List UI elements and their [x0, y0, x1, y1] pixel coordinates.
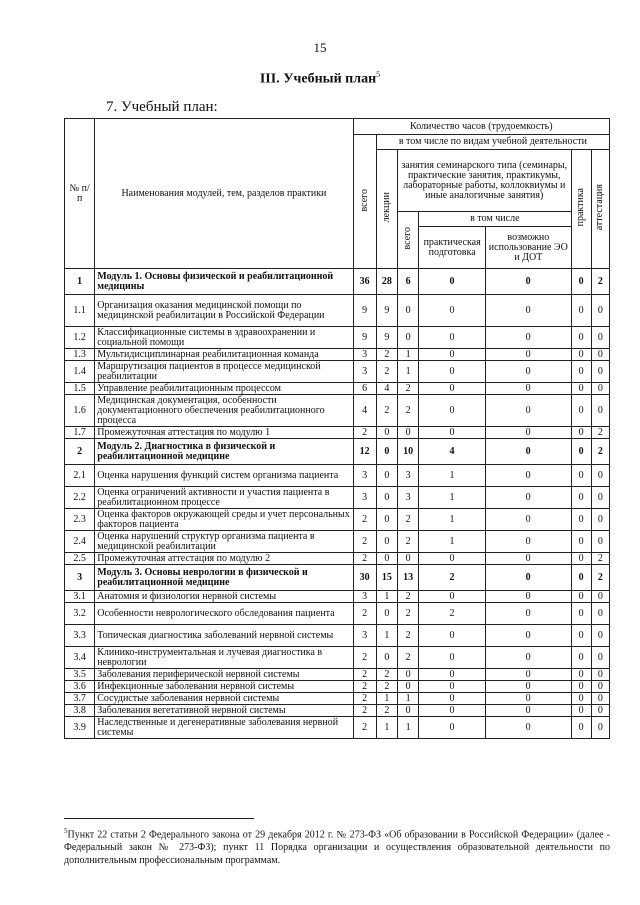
- cell-num: 3.4: [65, 647, 95, 669]
- cell-sem: 2: [397, 603, 418, 625]
- cell-sem: 1: [397, 693, 418, 705]
- cell-pp: 1: [419, 509, 486, 531]
- cell-pr: 0: [571, 693, 591, 705]
- cell-name: Сосудистые заболевания нервной системы: [95, 693, 353, 705]
- cell-pr: 0: [571, 717, 591, 739]
- cell-name: Модуль 1. Основы физической и реабилитационной медицины: [95, 269, 353, 295]
- cell-num: 3.2: [65, 603, 95, 625]
- module-row: [65, 439, 610, 465]
- cell-eo: 0: [485, 487, 571, 509]
- cell-pp: 0: [419, 269, 486, 295]
- cell-eo: 0: [485, 361, 571, 383]
- header-attestation-cell: [591, 150, 609, 269]
- cell-name: Управление реабилитационным процессом: [95, 383, 353, 395]
- cell-att: 0: [591, 591, 609, 603]
- cell-all: 36: [353, 269, 376, 295]
- cell-name: Клинико-инструментальная и лучевая диагностика в неврологии: [95, 647, 353, 669]
- cell-all: 2: [353, 705, 376, 717]
- cell-pp: 0: [419, 349, 486, 361]
- cell-att: 0: [591, 509, 609, 531]
- cell-all: 12: [353, 439, 376, 465]
- cell-att: 0: [591, 625, 609, 647]
- cell-lec: 0: [376, 531, 397, 553]
- cell-eo: 0: [485, 465, 571, 487]
- cell-sem: 2: [397, 395, 418, 427]
- header-practical-training: практическая подготовка: [419, 227, 486, 268]
- table-row: [65, 395, 610, 427]
- cell-name: Наследственные и дегенеративные заболевания нервной системы: [95, 717, 353, 739]
- cell-lec: 0: [376, 427, 397, 439]
- cell-sem: 0: [397, 681, 418, 693]
- cell-eo: 0: [485, 625, 571, 647]
- cell-pp: 1: [419, 487, 486, 509]
- cell-sem: 1: [397, 349, 418, 361]
- cell-pr: 0: [571, 647, 591, 669]
- cell-pr: 0: [571, 361, 591, 383]
- cell-lec: 0: [376, 647, 397, 669]
- footnote-text: Пункт 22 статьи 2 Федерального закона от 29 декабря 2012 г. № 273-ФЗ «Об образовании в Российской Федерации» (далее - Федеральный закон № 273-ФЗ); пункт 11 Порядка организации и осуществления образовательной деятельности по дополнительным профессиональным программам.: [64, 829, 610, 867]
- cell-pp: 0: [419, 427, 486, 439]
- cell-num: 1: [65, 269, 95, 295]
- cell-lec: 2: [376, 361, 397, 383]
- cell-sem: 0: [397, 327, 418, 349]
- cell-pp: 0: [419, 717, 486, 739]
- cell-att: 0: [591, 465, 609, 487]
- cell-pp: 0: [419, 327, 486, 349]
- cell-eo: 0: [485, 693, 571, 705]
- cell-name: Организация оказания медицинской помощи по медицинской реабилитации в Российской Федерации: [95, 295, 353, 327]
- cell-sem: 2: [397, 383, 418, 395]
- cell-num: 1.6: [65, 395, 95, 427]
- cell-att: 2: [591, 427, 609, 439]
- table-row: [65, 349, 610, 361]
- cell-all: 2: [353, 509, 376, 531]
- cell-pp: 0: [419, 681, 486, 693]
- table-header: [65, 119, 610, 269]
- cell-pp: 0: [419, 553, 486, 565]
- cell-lec: 9: [376, 295, 397, 327]
- cell-sem: 2: [397, 531, 418, 553]
- header-all-cell: [353, 135, 376, 269]
- cell-lec: 0: [376, 487, 397, 509]
- cell-eo: 0: [485, 295, 571, 327]
- cell-att: 0: [591, 327, 609, 349]
- cell-num: 2.3: [65, 509, 95, 531]
- cell-att: 0: [591, 531, 609, 553]
- cell-all: 2: [353, 681, 376, 693]
- table-row: [65, 591, 610, 603]
- cell-num: 2.2: [65, 487, 95, 509]
- cell-eo: 0: [485, 565, 571, 591]
- cell-eo: 0: [485, 531, 571, 553]
- cell-eo: 0: [485, 553, 571, 565]
- cell-pr: 0: [571, 395, 591, 427]
- header-sem-all-cell: [397, 212, 418, 269]
- cell-pr: 0: [571, 553, 591, 565]
- cell-name: Оценка нарушения функций систем организма пациента: [95, 465, 353, 487]
- cell-lec: 1: [376, 625, 397, 647]
- cell-pr: 0: [571, 427, 591, 439]
- table-row: [65, 693, 610, 705]
- cell-lec: 0: [376, 439, 397, 465]
- header-lectures: лекции: [380, 192, 392, 223]
- cell-eo: 0: [485, 349, 571, 361]
- cell-name: Особенности неврологического обследования пациента: [95, 603, 353, 625]
- cell-sem: 0: [397, 295, 418, 327]
- table-body: [65, 269, 610, 739]
- cell-sem: 2: [397, 625, 418, 647]
- cell-name: Оценка факторов окружающей среды и учет персональных факторов пациента: [95, 509, 353, 531]
- cell-att: 2: [591, 439, 609, 465]
- page-number: 15: [313, 40, 327, 55]
- cell-sem: 3: [397, 465, 418, 487]
- cell-all: 2: [353, 669, 376, 681]
- cell-pr: 0: [571, 705, 591, 717]
- cell-pp: 0: [419, 647, 486, 669]
- cell-pr: 0: [571, 349, 591, 361]
- cell-pr: 0: [571, 439, 591, 465]
- cell-sem: 2: [397, 591, 418, 603]
- cell-num: 3.6: [65, 681, 95, 693]
- cell-all: 2: [353, 553, 376, 565]
- cell-pp: 0: [419, 361, 486, 383]
- cell-all: 6: [353, 383, 376, 395]
- table-row: [65, 487, 610, 509]
- cell-sem: 2: [397, 647, 418, 669]
- cell-pp: 1: [419, 531, 486, 553]
- cell-name: Топическая диагностика заболеваний нервной системы: [95, 625, 353, 647]
- header-including-group: [419, 212, 571, 269]
- header-eo-dot: возможно использование ЭО и ДОТ: [488, 231, 568, 263]
- cell-sem: 1: [397, 361, 418, 383]
- cell-pr: 0: [571, 269, 591, 295]
- cell-pr: 0: [571, 591, 591, 603]
- cell-sem: 10: [397, 439, 418, 465]
- table-row: [65, 647, 610, 669]
- table-row: [65, 465, 610, 487]
- cell-eo: 0: [485, 681, 571, 693]
- cell-att: 0: [591, 361, 609, 383]
- header-practice-cell: [571, 150, 591, 269]
- cell-name: Классификационные системы в здравоохранении и социальной помощи: [95, 327, 353, 349]
- cell-pr: 0: [571, 295, 591, 327]
- cell-all: 9: [353, 327, 376, 349]
- cell-lec: 2: [376, 349, 397, 361]
- cell-pp: 0: [419, 591, 486, 603]
- table-row: [65, 553, 610, 565]
- cell-eo: 0: [485, 705, 571, 717]
- cell-lec: 0: [376, 509, 397, 531]
- cell-name: Заболевания периферической нервной системы: [95, 669, 353, 681]
- cell-pp: 0: [419, 383, 486, 395]
- cell-all: 2: [353, 427, 376, 439]
- table-row: [65, 383, 610, 395]
- cell-att: 0: [591, 349, 609, 361]
- cell-name: Мультидисциплинарная реабилитационная команда: [95, 349, 353, 361]
- cell-lec: 2: [376, 705, 397, 717]
- cell-all: 2: [353, 647, 376, 669]
- table-row: [65, 327, 610, 349]
- cell-sem: 2: [397, 509, 418, 531]
- cell-name: Медицинская документация, особенности документационного обеспечения реабилитационного процесса: [95, 395, 353, 427]
- cell-name: Маршрутизация пациентов в процессе медицинской реабилитации: [95, 361, 353, 383]
- cell-att: 0: [591, 681, 609, 693]
- cell-sem: 0: [397, 669, 418, 681]
- cell-sem: 0: [397, 705, 418, 717]
- footnote-divider: [64, 818, 254, 819]
- cell-all: 3: [353, 625, 376, 647]
- cell-name: Модуль 2. Диагностика в физической и реабилитационной медицине: [95, 439, 353, 465]
- cell-all: 9: [353, 295, 376, 327]
- cell-lec: 1: [376, 591, 397, 603]
- cell-att: 0: [591, 395, 609, 427]
- curriculum-table: [64, 118, 610, 739]
- cell-sem: 0: [397, 553, 418, 565]
- cell-all: 3: [353, 465, 376, 487]
- cell-pp: 2: [419, 565, 486, 591]
- cell-pp: 0: [419, 705, 486, 717]
- cell-eo: 0: [485, 395, 571, 427]
- cell-name: Модуль 3. Основы неврологии в физической и реабилитационной медицине: [95, 565, 353, 591]
- cell-lec: 15: [376, 565, 397, 591]
- cell-lec: 2: [376, 395, 397, 427]
- table-row: [65, 427, 610, 439]
- cell-pp: 0: [419, 295, 486, 327]
- cell-num: 1.1: [65, 295, 95, 327]
- cell-att: 0: [591, 705, 609, 717]
- cell-num: 1.4: [65, 361, 95, 383]
- cell-all: 2: [353, 693, 376, 705]
- header-all: всего: [358, 188, 370, 212]
- cell-sem: 13: [397, 565, 418, 591]
- cell-num: 3: [65, 565, 95, 591]
- cell-att: 0: [591, 603, 609, 625]
- cell-name: Оценка нарушений структур организма пациента в медицинской реабилитации: [95, 531, 353, 553]
- header-including-types: в том числе по видам учебной деятельности: [376, 135, 609, 150]
- cell-num: 3.5: [65, 669, 95, 681]
- cell-pr: 0: [571, 465, 591, 487]
- cell-num: 3.7: [65, 693, 95, 705]
- cell-eo: 0: [485, 269, 571, 295]
- cell-eo: 0: [485, 603, 571, 625]
- cell-eo: 0: [485, 327, 571, 349]
- cell-eo: 0: [485, 383, 571, 395]
- cell-all: 3: [353, 487, 376, 509]
- footnote-ref: 5: [376, 70, 381, 79]
- cell-num: 2: [65, 439, 95, 465]
- cell-name: Промежуточная аттестация по модулю 2: [95, 553, 353, 565]
- table-row: [65, 681, 610, 693]
- section-title-text: III. Учебный план: [259, 71, 377, 87]
- cell-num: 2.5: [65, 553, 95, 565]
- cell-att: 0: [591, 717, 609, 739]
- cell-pr: 0: [571, 669, 591, 681]
- cell-pr: 0: [571, 531, 591, 553]
- cell-eo: 0: [485, 427, 571, 439]
- module-row: [65, 269, 610, 295]
- cell-num: 1.2: [65, 327, 95, 349]
- cell-num: 1.7: [65, 427, 95, 439]
- cell-eo: 0: [485, 439, 571, 465]
- cell-lec: 9: [376, 327, 397, 349]
- cell-lec: 1: [376, 693, 397, 705]
- cell-sem: 3: [397, 487, 418, 509]
- cell-num: 1.3: [65, 349, 95, 361]
- cell-lec: 0: [376, 465, 397, 487]
- cell-pr: 0: [571, 327, 591, 349]
- cell-lec: 1: [376, 717, 397, 739]
- table-row: [65, 295, 610, 327]
- table-row: [65, 509, 610, 531]
- cell-att: 0: [591, 647, 609, 669]
- module-row: [65, 565, 610, 591]
- cell-all: 2: [353, 717, 376, 739]
- cell-lec: 0: [376, 553, 397, 565]
- cell-num: 3.1: [65, 591, 95, 603]
- header-attestation: аттестация: [594, 184, 606, 231]
- section-title: [0, 70, 640, 88]
- footnote: [64, 825, 610, 867]
- header-including: в том числе: [419, 212, 570, 227]
- cell-eo: 0: [485, 717, 571, 739]
- cell-num: 3.3: [65, 625, 95, 647]
- cell-all: 2: [353, 531, 376, 553]
- table-row: [65, 531, 610, 553]
- cell-pr: 0: [571, 625, 591, 647]
- table-row: [65, 625, 610, 647]
- cell-pp: 0: [419, 395, 486, 427]
- cell-pp: 0: [419, 625, 486, 647]
- cell-num: 2.1: [65, 465, 95, 487]
- header-total-hours: Количество часов (трудоемкость): [353, 119, 609, 135]
- cell-att: 2: [591, 565, 609, 591]
- cell-eo: 0: [485, 509, 571, 531]
- cell-all: 3: [353, 591, 376, 603]
- cell-pr: 0: [571, 565, 591, 591]
- cell-att: 2: [591, 553, 609, 565]
- cell-name: Оценка ограничений активности и участия пациента в реабилитационном процессе: [95, 487, 353, 509]
- cell-name: Инфекционные заболевания нервной системы: [95, 681, 353, 693]
- cell-lec: 28: [376, 269, 397, 295]
- cell-lec: 0: [376, 603, 397, 625]
- cell-sem: 1: [397, 717, 418, 739]
- cell-num: 3.9: [65, 717, 95, 739]
- cell-att: 0: [591, 383, 609, 395]
- cell-all: 4: [353, 395, 376, 427]
- cell-name: Промежуточная аттестация по модулю 1: [95, 427, 353, 439]
- header-name: Наименования модулей, тем, разделов практики: [95, 119, 353, 269]
- cell-pr: 0: [571, 681, 591, 693]
- cell-pr: 0: [571, 509, 591, 531]
- cell-lec: 2: [376, 681, 397, 693]
- cell-pp: 2: [419, 603, 486, 625]
- cell-pr: 0: [571, 603, 591, 625]
- header-seminar: занятия семинарского типа (семинары, практические занятия, практикумы, лабораторные работы, коллоквиумы и иные аналогичные занятия): [397, 150, 571, 212]
- header-num: № п/п: [65, 119, 95, 269]
- cell-att: 0: [591, 669, 609, 681]
- cell-all: 30: [353, 565, 376, 591]
- cell-att: 0: [591, 487, 609, 509]
- cell-pr: 0: [571, 487, 591, 509]
- subtitle: 7. Учебный план:: [106, 99, 218, 115]
- header-lectures-cell: [376, 150, 397, 269]
- cell-name: Анатомия и физиология нервной системы: [95, 591, 353, 603]
- table-row: [65, 717, 610, 739]
- cell-lec: 2: [376, 669, 397, 681]
- cell-lec: 4: [376, 383, 397, 395]
- header-sem-all: всего: [402, 227, 414, 250]
- cell-num: 3.8: [65, 705, 95, 717]
- cell-pp: 4: [419, 439, 486, 465]
- cell-all: 3: [353, 361, 376, 383]
- cell-eo: 0: [485, 647, 571, 669]
- cell-all: 2: [353, 603, 376, 625]
- footnote-mark: 5: [64, 827, 68, 835]
- cell-att: 2: [591, 269, 609, 295]
- cell-pp: 0: [419, 693, 486, 705]
- cell-name: Заболевания вегетативной нервной системы: [95, 705, 353, 717]
- cell-pp: 1: [419, 465, 486, 487]
- header-practice: практика: [575, 188, 587, 227]
- cell-pr: 0: [571, 383, 591, 395]
- cell-pp: 0: [419, 669, 486, 681]
- cell-eo: 0: [485, 591, 571, 603]
- table-row: [65, 705, 610, 717]
- table-row: [65, 361, 610, 383]
- cell-att: 0: [591, 295, 609, 327]
- cell-sem: 0: [397, 427, 418, 439]
- cell-sem: 6: [397, 269, 418, 295]
- cell-eo: 0: [485, 669, 571, 681]
- cell-num: 2.4: [65, 531, 95, 553]
- cell-all: 3: [353, 349, 376, 361]
- cell-att: 0: [591, 693, 609, 705]
- table-row: [65, 603, 610, 625]
- table-row: [65, 669, 610, 681]
- cell-num: 1.5: [65, 383, 95, 395]
